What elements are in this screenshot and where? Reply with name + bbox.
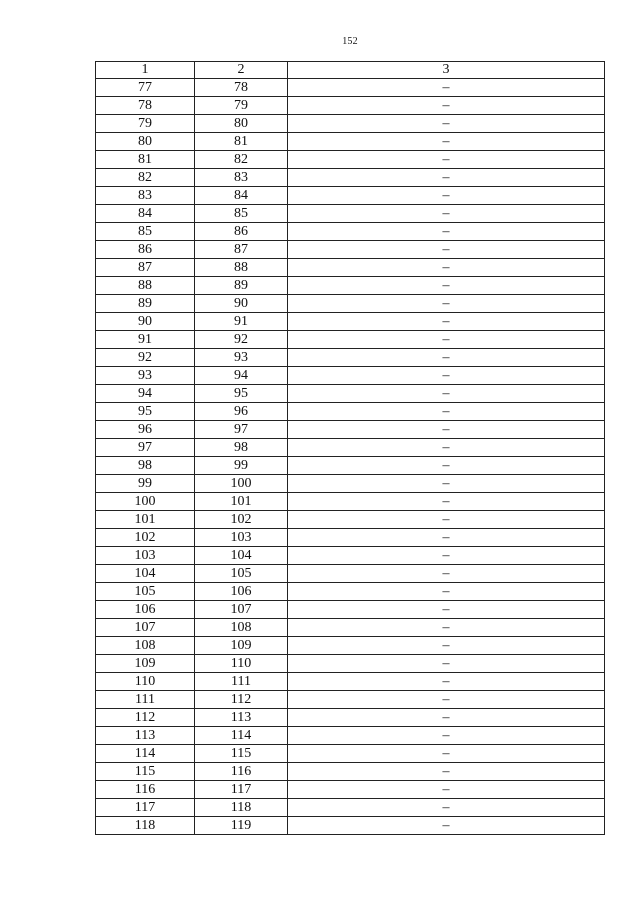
cell-col-1: 112 xyxy=(96,709,195,727)
table-body xyxy=(96,62,605,835)
cell-col-2: 100 xyxy=(195,475,288,493)
cell-col-2: 119 xyxy=(195,817,288,835)
cell-col-1: 87 xyxy=(96,259,195,277)
cell-col-1: 80 xyxy=(96,133,195,151)
table-row xyxy=(96,295,605,313)
cell-col-3: – xyxy=(288,727,605,745)
table-row xyxy=(96,691,605,709)
cell-col-2: 101 xyxy=(195,493,288,511)
table-row xyxy=(96,241,605,259)
cell-col-3: – xyxy=(288,673,605,691)
cell-col-1: 98 xyxy=(96,457,195,475)
cell-col-1: 102 xyxy=(96,529,195,547)
table-row xyxy=(96,673,605,691)
table-row xyxy=(96,97,605,115)
data-table xyxy=(95,61,605,835)
cell-col-2: 97 xyxy=(195,421,288,439)
cell-col-3: – xyxy=(288,187,605,205)
table-row xyxy=(96,709,605,727)
cell-col-3: – xyxy=(288,169,605,187)
cell-col-1: 95 xyxy=(96,403,195,421)
table-row xyxy=(96,367,605,385)
cell-col-2: 105 xyxy=(195,565,288,583)
table-row xyxy=(96,115,605,133)
cell-col-1: 78 xyxy=(96,97,195,115)
table-row xyxy=(96,313,605,331)
cell-col-2: 116 xyxy=(195,763,288,781)
table-row xyxy=(96,349,605,367)
cell-col-2: 89 xyxy=(195,277,288,295)
cell-col-3: – xyxy=(288,385,605,403)
table-row xyxy=(96,637,605,655)
cell-col-2: 84 xyxy=(195,187,288,205)
cell-col-3: – xyxy=(288,421,605,439)
cell-col-1: 104 xyxy=(96,565,195,583)
table-row xyxy=(96,511,605,529)
table-row xyxy=(96,655,605,673)
cell-col-1: 110 xyxy=(96,673,195,691)
cell-col-1: 94 xyxy=(96,385,195,403)
cell-col-3: – xyxy=(288,331,605,349)
table-row xyxy=(96,205,605,223)
cell-col-1: 109 xyxy=(96,655,195,673)
cell-col-1: 96 xyxy=(96,421,195,439)
table-row xyxy=(96,385,605,403)
header-row xyxy=(96,62,605,79)
cell-col-2: 83 xyxy=(195,169,288,187)
cell-col-1: 84 xyxy=(96,205,195,223)
cell-col-2: 102 xyxy=(195,511,288,529)
table-row xyxy=(96,493,605,511)
table-row xyxy=(96,457,605,475)
cell-col-3: – xyxy=(288,547,605,565)
cell-col-3: – xyxy=(288,817,605,835)
cell-col-3: – xyxy=(288,529,605,547)
cell-col-3: – xyxy=(288,241,605,259)
cell-col-1: 111 xyxy=(96,691,195,709)
cell-col-3: – xyxy=(288,223,605,241)
table-row xyxy=(96,421,605,439)
cell-col-3: – xyxy=(288,295,605,313)
cell-col-2: 107 xyxy=(195,601,288,619)
cell-col-1: 93 xyxy=(96,367,195,385)
table-row xyxy=(96,619,605,637)
cell-col-3: – xyxy=(288,493,605,511)
cell-col-1: 117 xyxy=(96,799,195,817)
cell-col-3: – xyxy=(288,601,605,619)
cell-col-1: 118 xyxy=(96,817,195,835)
cell-col-1: 81 xyxy=(96,151,195,169)
table-row xyxy=(96,817,605,835)
table-row xyxy=(96,223,605,241)
cell-col-3: – xyxy=(288,403,605,421)
cell-col-3: – xyxy=(288,709,605,727)
table-row xyxy=(96,187,605,205)
cell-col-3: – xyxy=(288,349,605,367)
cell-col-2: 80 xyxy=(195,115,288,133)
cell-col-2: 88 xyxy=(195,259,288,277)
cell-col-1: 90 xyxy=(96,313,195,331)
cell-col-2: 81 xyxy=(195,133,288,151)
table-row xyxy=(96,763,605,781)
table-row xyxy=(96,799,605,817)
cell-col-1: 79 xyxy=(96,115,195,133)
cell-col-3: – xyxy=(288,619,605,637)
table-row xyxy=(96,169,605,187)
table-row xyxy=(96,781,605,799)
table-row xyxy=(96,259,605,277)
cell-col-3: – xyxy=(288,133,605,151)
cell-col-3: – xyxy=(288,115,605,133)
cell-col-2: 93 xyxy=(195,349,288,367)
cell-col-3: – xyxy=(288,79,605,97)
cell-col-1: 85 xyxy=(96,223,195,241)
page-number: 152 xyxy=(342,36,358,47)
cell-col-2: 90 xyxy=(195,295,288,313)
cell-col-2: 106 xyxy=(195,583,288,601)
cell-col-3: – xyxy=(288,151,605,169)
cell-col-1: 101 xyxy=(96,511,195,529)
cell-col-2: 82 xyxy=(195,151,288,169)
cell-col-1: 83 xyxy=(96,187,195,205)
cell-col-1: 105 xyxy=(96,583,195,601)
table-row xyxy=(96,601,605,619)
cell-col-2: 112 xyxy=(195,691,288,709)
column-header-1: 1 xyxy=(96,62,195,79)
cell-col-3: – xyxy=(288,313,605,331)
cell-col-3: – xyxy=(288,205,605,223)
cell-col-2: 78 xyxy=(195,79,288,97)
cell-col-3: – xyxy=(288,565,605,583)
cell-col-3: – xyxy=(288,439,605,457)
cell-col-1: 107 xyxy=(96,619,195,637)
table-row xyxy=(96,745,605,763)
cell-col-1: 86 xyxy=(96,241,195,259)
cell-col-3: – xyxy=(288,763,605,781)
cell-col-3: – xyxy=(288,745,605,763)
cell-col-2: 85 xyxy=(195,205,288,223)
cell-col-2: 110 xyxy=(195,655,288,673)
cell-col-2: 104 xyxy=(195,547,288,565)
cell-col-2: 96 xyxy=(195,403,288,421)
cell-col-2: 115 xyxy=(195,745,288,763)
table-row xyxy=(96,151,605,169)
cell-col-2: 79 xyxy=(195,97,288,115)
cell-col-2: 87 xyxy=(195,241,288,259)
cell-col-2: 94 xyxy=(195,367,288,385)
cell-col-1: 89 xyxy=(96,295,195,313)
cell-col-2: 91 xyxy=(195,313,288,331)
cell-col-2: 113 xyxy=(195,709,288,727)
cell-col-3: – xyxy=(288,691,605,709)
cell-col-2: 111 xyxy=(195,673,288,691)
table-row xyxy=(96,403,605,421)
table-row xyxy=(96,277,605,295)
cell-col-1: 114 xyxy=(96,745,195,763)
cell-col-2: 114 xyxy=(195,727,288,745)
table-row xyxy=(96,133,605,151)
cell-col-1: 115 xyxy=(96,763,195,781)
table-row xyxy=(96,727,605,745)
cell-col-3: – xyxy=(288,799,605,817)
cell-col-3: – xyxy=(288,781,605,799)
cell-col-1: 88 xyxy=(96,277,195,295)
cell-col-3: – xyxy=(288,277,605,295)
column-header-3: 3 xyxy=(288,62,605,79)
table-row xyxy=(96,583,605,601)
table-row xyxy=(96,79,605,97)
table-row xyxy=(96,565,605,583)
cell-col-2: 103 xyxy=(195,529,288,547)
cell-col-2: 86 xyxy=(195,223,288,241)
cell-col-3: – xyxy=(288,259,605,277)
cell-col-3: – xyxy=(288,511,605,529)
cell-col-1: 91 xyxy=(96,331,195,349)
cell-col-1: 82 xyxy=(96,169,195,187)
cell-col-2: 109 xyxy=(195,637,288,655)
cell-col-3: – xyxy=(288,637,605,655)
cell-col-3: – xyxy=(288,583,605,601)
table-row xyxy=(96,529,605,547)
cell-col-1: 116 xyxy=(96,781,195,799)
cell-col-2: 95 xyxy=(195,385,288,403)
cell-col-1: 97 xyxy=(96,439,195,457)
cell-col-1: 77 xyxy=(96,79,195,97)
table-row xyxy=(96,331,605,349)
cell-col-1: 100 xyxy=(96,493,195,511)
cell-col-1: 99 xyxy=(96,475,195,493)
table-row xyxy=(96,547,605,565)
cell-col-1: 108 xyxy=(96,637,195,655)
cell-col-2: 118 xyxy=(195,799,288,817)
cell-col-3: – xyxy=(288,475,605,493)
cell-col-2: 98 xyxy=(195,439,288,457)
cell-col-3: – xyxy=(288,97,605,115)
cell-col-1: 106 xyxy=(96,601,195,619)
cell-col-3: – xyxy=(288,457,605,475)
table-row xyxy=(96,475,605,493)
column-header-2: 2 xyxy=(195,62,288,79)
cell-col-2: 99 xyxy=(195,457,288,475)
cell-col-3: – xyxy=(288,367,605,385)
cell-col-2: 117 xyxy=(195,781,288,799)
cell-col-1: 103 xyxy=(96,547,195,565)
cell-col-1: 113 xyxy=(96,727,195,745)
table-row xyxy=(96,439,605,457)
cell-col-3: – xyxy=(288,655,605,673)
cell-col-2: 108 xyxy=(195,619,288,637)
cell-col-2: 92 xyxy=(195,331,288,349)
cell-col-1: 92 xyxy=(96,349,195,367)
